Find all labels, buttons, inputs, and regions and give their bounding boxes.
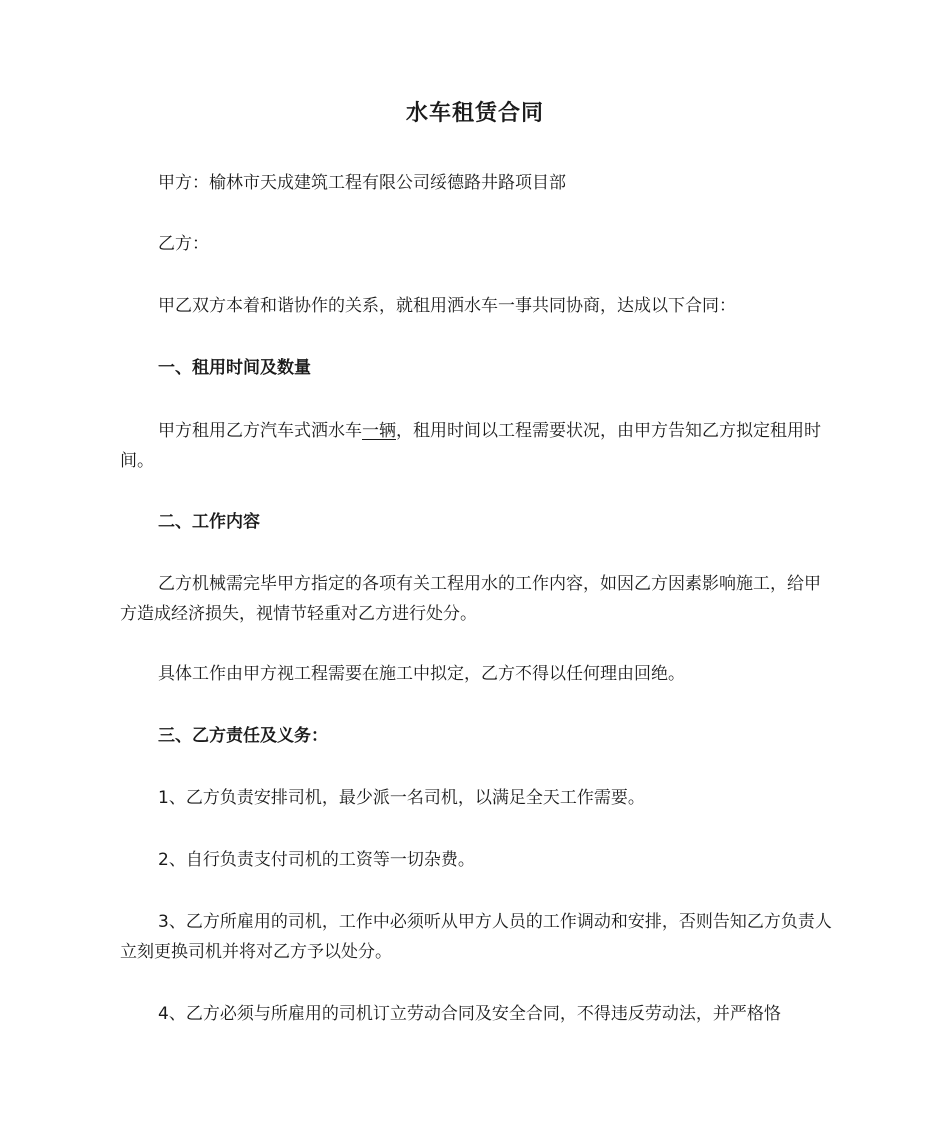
- section1-paragraph: [120, 416, 834, 476]
- section3-item-1: 1、乙方负责安排司机，最少派一名司机，以满足全天工作需要。: [158, 788, 645, 808]
- party-b-line: 乙方：: [158, 234, 209, 254]
- party-a-line: 甲方：榆林市天成建筑工程有限公司绥德路井路项目部: [158, 173, 566, 193]
- section1-heading: 一、租用时间及数量: [158, 358, 311, 378]
- section3-item-4: 4、乙方必须与所雇用的司机订立劳动合同及安全合同，不得违反劳动法，并严格恪: [158, 1004, 781, 1024]
- intro-paragraph: 甲乙双方本着和谐协作的关系，就租用洒水车一事共同协商，达成以下合同：: [158, 296, 736, 316]
- section3-item-2: 2、自行负责支付司机的工资等一切杂费。: [158, 850, 475, 870]
- section3-heading: 三、乙方责任及义务：: [158, 726, 328, 746]
- section2-paragraph-2: 具体工作由甲方视工程需要在施工中拟定，乙方不得以任何理由回绝。: [158, 664, 685, 684]
- section1-text-after: ，租用时间以工程需要状况，由甲方告知乙方拟定租用时间。: [120, 421, 821, 471]
- document-title: 水车租赁合同: [405, 101, 544, 126]
- vehicle-quantity: 一辆: [362, 421, 396, 441]
- section2-paragraph-1: 乙方机械需完毕甲方指定的各项有关工程用水的工作内容，如因乙方因素影响施工，给甲方造成经济损失，视情节轻重对乙方进行处分。: [120, 574, 821, 624]
- section1-text-before: 甲方租用乙方汽车式洒水车: [158, 421, 362, 441]
- section3-item-3: 3、乙方所雇用的司机，工作中必须听从甲方人员的工作调动和安排，否则告知乙方负责人立刻更换司机并将对乙方予以处分。: [120, 912, 832, 962]
- section2-heading: 二、工作内容: [158, 512, 260, 532]
